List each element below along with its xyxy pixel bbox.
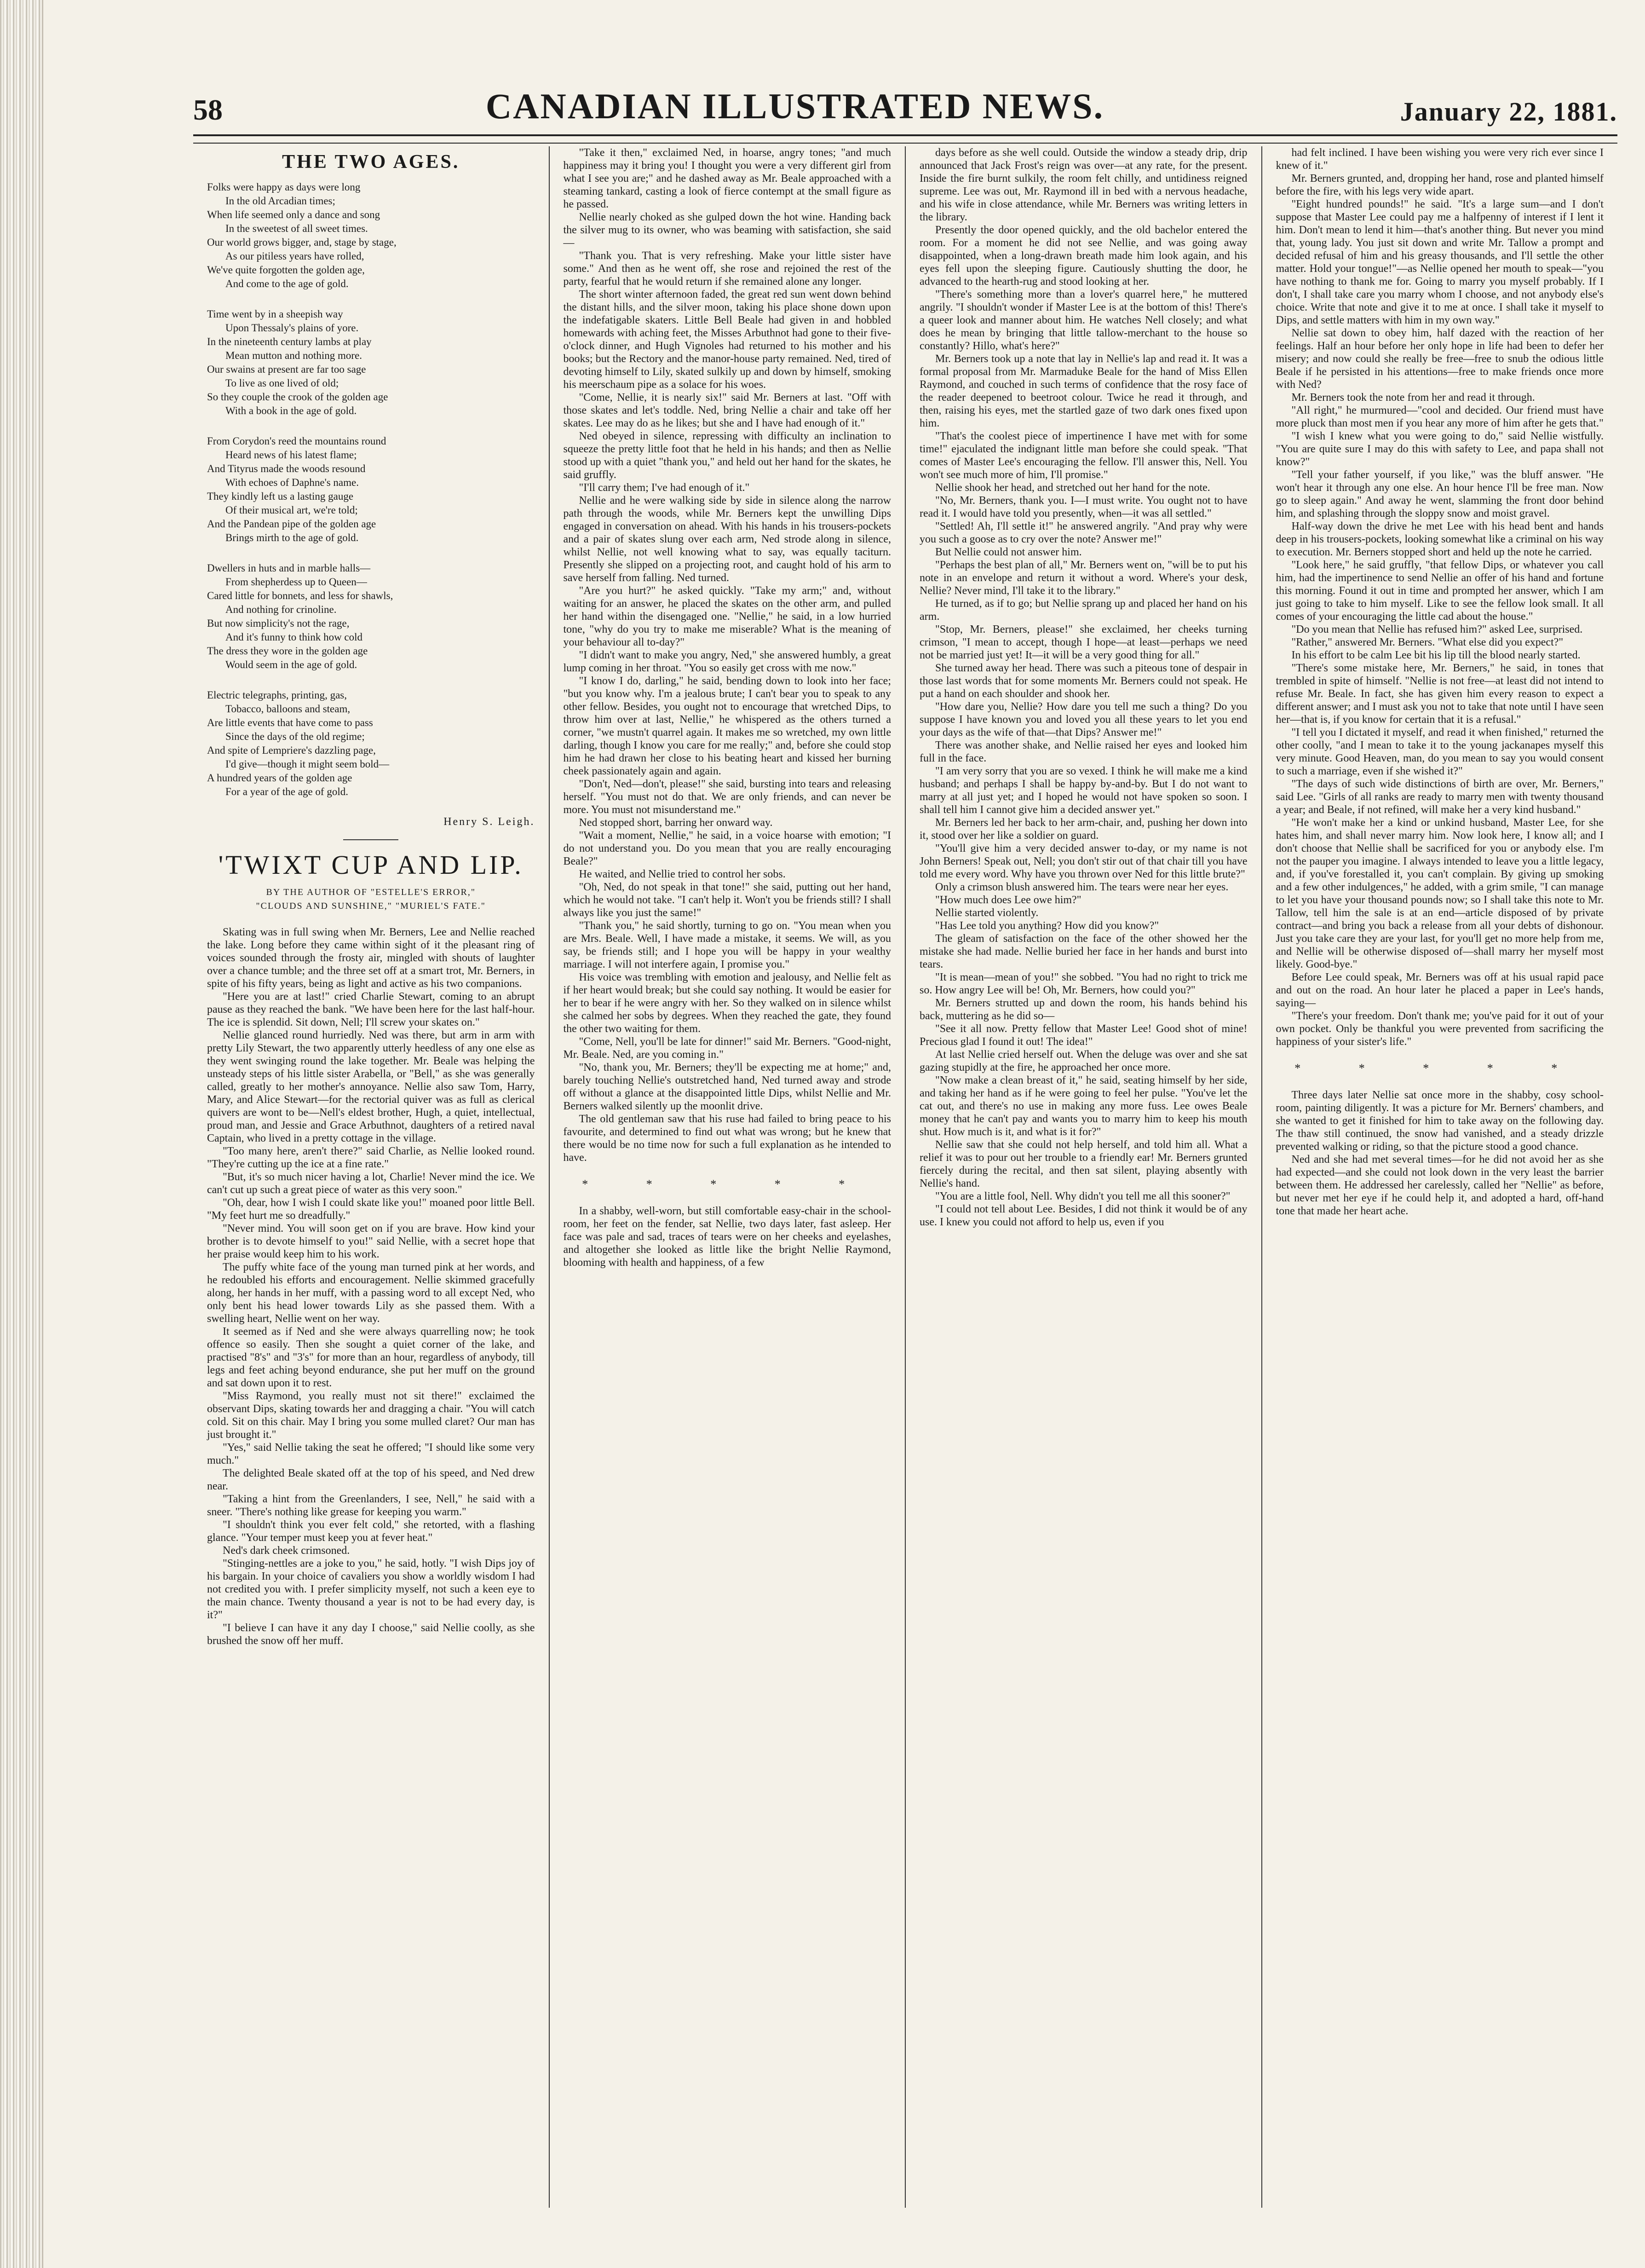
poem-stanza: [207, 307, 535, 418]
story-paragraph: "Are you hurt?" he asked quickly. "Take my arm;" and, without waiting for an answer, he placed the skates on the other arm, and pulled her hand within the disengaged one. "Nellie," he said, in a low hurried tone, "why do you try to make me miserable? What is the meaning of your behaviour all to-day?": [563, 585, 891, 648]
story-paragraph: At last Nellie cried herself out. When the deluge was over and she sat gazing stupidly at the fire, he approached her once more.: [920, 1049, 1248, 1073]
story-paragraph: "I tell you I dictated it myself, and read it when finished," returned the other coolly, "and I mean to take it to the young jackanapes myself this very minute. Good Heaven, man, do you mean to say you would consent to such a marriage, even if she wished it?": [1276, 727, 1604, 777]
poem-line: Time went by in a sheepish way: [207, 308, 343, 320]
story-paragraph: Mr. Berners led her back to her arm-chair, and, pushing her down into it, stood over her like a soldier on guard.: [920, 817, 1248, 842]
story-paragraph: His voice was trembling with emotion and jealousy, and Nellie felt as if her heart would break; but she could say nothing. It would be easier for her to bear if he were angry with her. So they walked on in silence whilst she calmed her sobs by degrees. When they reached the gate, they found the other two waiting for them.: [563, 971, 891, 1035]
poem-line: But now simplicity's not the rage,: [207, 617, 350, 629]
story-paragraph: "Come, Nellie, it is nearly six!" said Mr. Berners at last. "Off with those skates and let's toddle. Ned, bring Nellie a chair and take off her skates. Lee may do as he likes; but she and I have had enough of it.": [563, 392, 891, 429]
poem-line: From shepherdess up to Queen—: [225, 576, 367, 588]
story-paragraph: Mr. Berners grunted, and, dropping her hand, rose and planted himself before the fire, with his legs very wide apart.: [1276, 173, 1604, 197]
poem-line: As our pitiless years have rolled,: [225, 250, 364, 262]
column-fade: [550, 2171, 905, 2208]
story-paragraph: Half-way down the drive he met Lee with his head bent and hands deep in his trousers-pockets, looking somewhat like a criminal on his way to execution. Mr. Berners stopped short and held up the note he carried.: [1276, 520, 1604, 558]
poem-author: Henry S. Leigh.: [443, 816, 535, 828]
column-fade: [1262, 2171, 1618, 2208]
story-paragraph: In a shabby, well-worn, but still comfortable easy-chair in the school-room, her feet on the fender, sat Nellie, two days later, fast asleep. Her face was pale and sad, traces of tears were on her cheeks and eyelashes, and altogether she looked as little like the bright Nellie Raymond, blooming with health and happiness, of a few: [563, 1205, 891, 1269]
column-fade: [906, 2171, 1261, 2208]
story-paragraph: The puffy white face of the young man turned pink at her words, and he redoubled his efforts and encouragement. Nellie skimmed gracefully along, her hands in her muff, with a passing word to all except Ned, who only bent his head lower towards Lily as she passed them. With a swelling heart, Nellie went on her way.: [207, 1261, 535, 1325]
story-paragraph: In his effort to be calm Lee bit his lip till the blood nearly started.: [1291, 649, 1581, 661]
story-paragraph: "All right," he murmured—"cool and decided. Our friend must have more pluck than most men if you hear any more of him after he gets that.": [1276, 404, 1604, 429]
poem-line: And the Pandean pipe of the golden age: [207, 518, 376, 530]
column-1-text: [207, 926, 535, 1647]
poem-stanza: [207, 688, 535, 799]
poem-line: With echoes of Daphne's name.: [225, 477, 359, 488]
story-paragraph: "I am very sorry that you are so vexed. I think he will make me a kind husband; and perhaps I shall be happy by-and-by. But I do not want to marry at all just yet; and I hoped he would not have spoken so soon. I shall tell him I cannot give him a decided answer yet.": [920, 765, 1248, 816]
story-paragraph: He turned, as if to go; but Nellie sprang up and placed her hand on his arm.: [920, 598, 1248, 623]
column-4: [1261, 146, 1618, 2208]
story-paragraph: "How much does Lee owe him?": [935, 894, 1081, 906]
poem-line: And Tityrus made the woods resound: [207, 463, 366, 474]
poem-line: A hundred years of the golden age: [207, 772, 352, 784]
story-paragraph: "I didn't want to make you angry, Ned," she answered humbly, a great lump coming in her throat. "You so easily get cross with me now.": [563, 649, 891, 674]
story-paragraph: "See it all now. Pretty fellow that Master Lee! Good shot of mine! Precious glad I found it out! The idea!": [920, 1023, 1248, 1048]
byline-line: "CLOUDS AND SUNSHINE," "MURIEL'S FATE.": [256, 901, 486, 911]
story-paragraph: "That's the coolest piece of impertinence I have met with for some time!" ejaculated the indignant little man before she could speak. "That comes of Master Lee's encouraging the fellow. I'll answer this, Nell. You won't see much more of him, I'll promise.": [920, 430, 1248, 481]
story-paragraph: "But, it's so much nicer having a lot, Charlie! Never mind the ice. We can't cut up such a great piece of water as this very soon.": [207, 1171, 535, 1196]
story-paragraph: She turned away her head. There was such a piteous tone of despair in those last words that for some moments Mr. Berners could not speak. He put a hand on each shoulder and shook her.: [920, 662, 1248, 700]
story-paragraph: "You'll give him a very decided answer to-day, or my name is not John Berners! Speak out, Nell; you don't stir out of that chair till you have told me every word. Why have you thrown over Ned for this little brute?": [920, 843, 1248, 880]
poem-line: Would seem in the age of gold.: [225, 659, 357, 670]
poem-line: And come to the age of gold.: [225, 278, 349, 289]
column-fade: [193, 2171, 549, 2208]
story-paragraph: "Yes," said Nellie taking the seat he offered; "I should like some very much.": [207, 1442, 535, 1466]
story-paragraph: The gleam of satisfaction on the face of the other showed her the mistake she had made. Nellie buried her face in her hands and burst into tears.: [920, 933, 1248, 970]
story-paragraph: Ned and she had met several times—for he did not avoid her as she had expected—and she could not look down in the very least the barrier between them. He addressed her carelessly, called her "Nellie" as before, but never met her eye if he could help it, and adopted a hard, off-hand tone that made her heart ache.: [1276, 1154, 1604, 1217]
poem-stanza: [207, 180, 535, 291]
story-paragraph: He waited, and Nellie tried to control her sobs.: [579, 868, 786, 880]
poem-line: Since the days of the old regime;: [225, 731, 365, 742]
masthead-title: CANADIAN ILLUSTRATED NEWS.: [485, 86, 1104, 126]
story-paragraph: "You are a little fool, Nell. Why didn't you tell me all this sooner?": [935, 1190, 1231, 1202]
story-paragraph: But Nellie could not answer him.: [935, 546, 1082, 558]
story-paragraph: "Taking a hint from the Greenlanders, I see, Nell," he said with a sneer. "There's nothing like grease for keeping you warm.": [207, 1493, 535, 1518]
story-paragraph: "There's some mistake here, Mr. Berners," he said, in tones that trembled in spite of himself. "Nellie is not free—at least did not intend to refuse Mr. Beale. In fact, she has given him every reason to expect a different answer; and I must ask you not to take that note until I have seen her—that is, if you know for certain that it is a refusal.": [1276, 662, 1604, 726]
poem-line: In the nineteenth century lambs at play: [207, 336, 372, 347]
story-paragraph: The old gentleman saw that his ruse had failed to bring peace to his favourite, and determined to find out what was wrong; but he knew that there would be no time now for such a full explanation as he intended to have.: [563, 1113, 891, 1164]
story-paragraph: Presently the door opened quickly, and the old bachelor entered the room. For a moment he did not see Nellie, and was going away disappointed, when a long-drawn breath made him look again, and his eyes fell upon the sleeping figure. Cautiously shutting the door, he advanced to the hearth-rug and stood looking at her.: [920, 224, 1248, 288]
story-paragraph: The short winter afternoon faded, the great red sun went down behind the distant hills, and the silver moon, taking his place shone down upon the indefatigable skaters. Little Bell Beale had given in and hobbled homewards with aching feet, the Misses Arbuthnot had gone to their five-o'clock dinner, and Hugh Vignoles had returned to his mother and his books; but the Rectory and the manor-house party remained. Ned, tired of devoting himself to Lily, skated sulkily up and down by himself, smoking his meerschaum pipe as a solace for his woes.: [563, 289, 891, 391]
story-paragraph: "There's something more than a lover's quarrel here," he muttered angrily. "I shouldn't wonder if Master Lee is at the bottom of this! There's a queer look and manner about him. He watches Nell closely; and what does he mean by bringing that little tallow-merchant to the house so constantly? Hillo, what's here?": [920, 289, 1248, 352]
story-paragraph: "It is mean—mean of you!" she sobbed. "You had no right to trick me so. How angry Lee will be! Oh, Mr. Berners, how could you?": [920, 971, 1248, 996]
story-paragraph: "Thank you," he said shortly, turning to go on. "You mean when you are Mrs. Beale. Well, I have made a mistake, it seems. We will, as you say, be friends still; and I hope you will be happy in your wealthy marriage. I will not interfere again, I promise you.": [563, 920, 891, 970]
story-paragraph: "I know I do, darling," he said, bending down to look into her face; "but you know why. I'm a jealous brute; I can't bear you to speak to any other fellow. Besides, you ought not to encourage that wretched Dips, to throw him over at last, Nellie," he whispered as the others turned a corner, "we mustn't quarrel again. It makes me so wretched, my own little darling, though I know you care for me really;" and, before she could stop him he had drawn her close to his beating heart and kissed her burning cheek passionately again and again.: [563, 675, 891, 777]
story-paragraph: Nellie shook her head, and stretched out her hand for the note.: [935, 482, 1210, 494]
page-binding-edge: [0, 0, 43, 2268]
column-4-text: [1276, 146, 1604, 1218]
column-1: [193, 146, 549, 2208]
story-paragraph: had felt inclined. I have been wishing you were very rich ever since I knew of it.": [1276, 147, 1604, 172]
poem-line: For a year of the age of gold.: [225, 786, 348, 797]
story-paragraph: "I could not tell about Lee. Besides, I did not think it would be of any use. I knew you could not afford to help us, even if you: [920, 1203, 1248, 1228]
poem-line: Electric telegraphs, printing, gas,: [207, 689, 347, 701]
story-paragraph: The delighted Beale skated off at the top of his speed, and Ned drew near.: [207, 1467, 535, 1492]
poem-line: Our world grows bigger, and, stage by stage,: [207, 237, 397, 248]
poem-line: When life seemed only a dance and song: [207, 209, 380, 220]
story-paragraph: "No, thank you, Mr. Berners; they'll be expecting me at home;" and, barely touching Nellie's outstretched hand, Ned turned away and strode off without a glance at the disappointed little Dips, whilst Nellie and Mr. Berners walked silently up the moonlit drive.: [563, 1062, 891, 1112]
poem-line: In the sweetest of all sweet times.: [225, 223, 368, 234]
story-paragraph: Only a crimson blush answered him. The tears were near her eyes.: [935, 881, 1229, 893]
story-paragraph: There was another shake, and Nellie raised her eyes and looked him full in the face.: [920, 739, 1248, 764]
story-paragraph: Before Lee could speak, Mr. Berners was off at his usual rapid pace and out on the road. An hour later he placed a paper in Lee's hands, saying—: [1276, 971, 1604, 1009]
story-paragraph: "Do you mean that Nellie has refused him?" asked Lee, surprised.: [1291, 623, 1583, 635]
story-paragraph: Nellie started violently.: [935, 907, 1039, 919]
poem-line: Cared little for bonnets, and less for shawls,: [207, 590, 393, 601]
story-paragraph: Nellie glanced round hurriedly. Ned was there, but arm in arm with pretty Lily Stewart, the two apparently utterly heedless of any one else as they went swinging round the lake together. Mr. Beale was helping the unsteady steps of his little sister Arabella, or "Bell," as she was generally called, greatly to her mother's annoyance. Nellie also saw Tom, Harry, Mary, and Alice Stewart—for the rectorial quiver was as full as clerical quivers are wont to be—Nell's eldest brother, Hugh, a quiet, intellectual, proud man, and Jessie and Grace Arbuthnot, daughters of a retired naval Captain, who lived in a pretty cottage in the village.: [207, 1029, 535, 1144]
story-paragraph: "How dare you, Nellie? How dare you tell me such a thing? Do you suppose I have known you and loved you all these years to let you end your days as the wife of that—that Dips? Answer me!": [920, 701, 1248, 739]
poem-line: Are little events that have come to pass: [207, 717, 373, 728]
poem-line: Tobacco, balloons and steam,: [225, 703, 351, 715]
column-2-text: [564, 146, 892, 1269]
poem-line: I'd give—though it might seem bold—: [225, 758, 390, 770]
poem-line: Mean mutton and nothing more.: [225, 350, 362, 361]
story-byline: [207, 885, 535, 913]
story-paragraph: "Has Lee told you anything? How did you know?": [935, 920, 1159, 932]
article-columns: [193, 146, 1617, 2208]
story-paragraph: "Oh, dear, how I wish I could skate like you!" moaned poor little Bell. "My feet hurt me so dreadfully.": [207, 1197, 535, 1222]
poem-stanza: [207, 561, 535, 672]
story-paragraph: "Take it then," exclaimed Ned, in hoarse, angry tones; "and much happiness may it bring you! I thought you were a very different girl from what I see you are;" and he dashed away as Mr. Beale approached with a steaming tankard, casting a look of fierce contempt at the small figure as he passed.: [563, 147, 891, 210]
story-paragraph: Skating was in full swing when Mr. Berners, Lee and Nellie reached the lake. Long before they came within sight of it the pleasant ring of voices sounded through the frosty air, mingled with shouts of laughter over a chance tumble; and the three set off at a smart trot, Mr. Berners, in spite of his fifty years, being as light and active as his two companions.: [207, 926, 535, 990]
story-paragraph: "Thank you. That is very refreshing. Make your little sister have some." And then as he went off, she rose and rejoined the rest of the party, fearful that he would return if she remained alone any longer.: [563, 250, 891, 288]
column-2: [549, 146, 905, 2208]
story-paragraph: Mr. Berners took up a note that lay in Nellie's lap and read it. It was a formal proposal from Mr. Marmaduke Beale for the hand of Miss Ellen Raymond, and couched in such terms of confidence that the rosy face of the reader deepened to beetroot colour. Twice he read it through, and then, raising his eyes, met the startled gaze of two dark ones fixed upon him.: [920, 353, 1248, 429]
story-paragraph: "Too many here, aren't there?" said Charlie, as Nellie looked round. "They're cutting up the ice at a fine rate.": [207, 1145, 535, 1170]
story-paragraph: Nellie sat down to obey him, half dazed with the reaction of her feelings. Half an hour before her only hope in life had been to defer her misery; and now could she really be free—free to snub the odious little Beale if he persisted in his attentions—free to make friends once more with Ned?: [1276, 327, 1604, 391]
story-paragraph: "No, Mr. Berners, thank you. I—I must write. You ought not to have read it. I would have told you presently, when—it was all settled.": [920, 495, 1248, 519]
poem-line: With a book in the age of gold.: [225, 405, 357, 416]
story-paragraph: "I shouldn't think you ever felt cold," she retorted, with a flashing glance. "Your temper must keep you at fever heat.": [207, 1519, 535, 1544]
column-3-text: [920, 146, 1248, 1229]
section-break-asterisks: * * * * *: [1294, 1062, 1585, 1075]
byline-line: BY THE AUTHOR OF "ESTELLE'S ERROR,": [266, 887, 476, 897]
story-paragraph: "Don't, Ned—don't, please!" she said, bursting into tears and releasing herself. "You must not do that. We are only friends, and can never be more. You must not misunderstand me.": [563, 778, 891, 816]
page-number: 58: [193, 93, 223, 126]
poem-line: And nothing for crinoline.: [225, 604, 337, 615]
poem-stanza: [207, 434, 535, 545]
poem-line: Folks were happy as days were long: [207, 181, 361, 193]
poem-line: Heard news of his latest flame;: [225, 449, 357, 461]
poem-line: Dwellers in huts and in marble halls—: [207, 562, 371, 574]
story-paragraph: Three days later Nellie sat once more in the shabby, cosy school-room, painting diligently. It was a picture for Mr. Berners' chambers, and she wanted to get it finished for him to take away on the following day. The thaw still continued, the snow had vanished, and a steady drizzle prevented walking or riding, so that the picture stood a good chance.: [1276, 1089, 1604, 1153]
poem-line: So they couple the crook of the golden age: [207, 391, 388, 403]
poem-line: To live as one lived of old;: [225, 377, 339, 389]
story-paragraph: Mr. Berners strutted up and down the room, his hands behind his back, muttering as he did so—: [920, 997, 1248, 1022]
story-paragraph: "Look here," he said gruffly, "that fellow Dips, or whatever you call him, had the impertinence to send Nellie an offer of his hand and fortune this morning. Found it out in time and prompted her answer, which I am just going to take to him myself. Like to see the fellow look small. It all comes of your encouraging the little cad about the house.": [1276, 559, 1604, 623]
story-paragraph: "He won't make her a kind or unkind husband, Master Lee, for she hates him, and shall never marry him. Now look here, I know all; and I don't choose that Nellie shall be sacrificed for you or anybody else. I'm not the pauper you imagine. I always intended to leave you a little legacy, and, if you've forestalled it, you can't complain. By giving up smoking and a few other indulgences," he added, with a grim smile, "I can manage to let you have your thousand pounds now; so I shall take this note to Mr. Tallow, tell him the sale is at an end—article disposed of by private contract—and bring you back a release from all your debts of dishonour. Just you take care they are your last, for you'll get no more help from me, and Nellie will be otherwise disposed of—shall marry her myself most likely. Good-bye.": [1276, 817, 1604, 970]
story-paragraph: Nellie and he were walking side by side in silence along the narrow path through the woods, while Mr. Berners kept the unwilling Dips engaged in conversation on ahead. With his hands in his trousers-pockets and a pair of skates slung over each arm, Ned strode along in silence, whilst Nellie, not well knowing what to say, was equally taciturn. Presently she slipped on a projecting root, and caught hold of his arm to save herself from falling. Ned turned.: [563, 495, 891, 584]
story-paragraph: "I believe I can have it any day I choose," said Nellie coolly, as she brushed the snow off her muff.: [207, 1622, 535, 1647]
story-paragraph: "Eight hundred pounds!" he said. "It's a large sum—and I don't suppose that Master Lee could pay me a halfpenny of interest if I lent it him. Don't mean to lend it him—that's another thing. But never you mind that, young lady. You just sit down and write Mr. Tallow a prompt and decided refusal of him and his greasy thousands, and I'll settle the other matter. Hold your tongue!"—as Nellie opened her mouth to speak—"you have nothing to thank me for. Going to marry you myself probably. If I don't, I shall take care you marry whom I choose, and not anybody else's choice. Write that note and give it to me at once. I shall take it myself to Dips, and settle matters with him in my own way.": [1276, 198, 1604, 326]
poem-line: Upon Thessaly's plains of yore.: [225, 322, 359, 334]
story-paragraph: "Now make a clean breast of it," he said, seating himself by her side, and taking her hand as if he were going to feel her pulse. "You've let the cat out, and there's no use in making any more fuss. Lee owes Beale money that he can't pay and wants you to marry him to keep his mouth shut. How much is it, and what is it for?": [920, 1074, 1248, 1138]
page-header: [193, 81, 1617, 127]
story-paragraph: "The days of such wide distinctions of birth are over, Mr. Berners," said Lee. "Girls of all ranks are ready to marry men with twenty thousand a year; and Beale, if not refined, will make her a very kind husband.": [1276, 778, 1604, 816]
poem-line: The dress they wore in the golden age: [207, 645, 368, 657]
story-paragraph: Mr. Berners took the note from her and read it through.: [1291, 392, 1535, 404]
story-paragraph: days before as she well could. Outside the window a steady drip, drip announced that Jack Frost's reign was over—at any rate, for the present. Inside the fire burnt sulkily, the room felt chilly, and untidiness reigned supreme. Lee was out, Mr. Raymond ill in bed with a nervous headache, and his wife in close attendance, while Mr. Berners was writing letters in the library.: [920, 147, 1248, 223]
story-paragraph: "Oh, Ned, do not speak in that tone!" she said, putting out her hand, which he would not take. "I can't help it. Won't you be friends still? I shall always like you just the same!": [563, 881, 891, 919]
poem-title: THE TWO AGES.: [282, 151, 460, 173]
story-paragraph: "Here you are at last!" cried Charlie Stewart, coming to an abrupt pause as they reached the bank. "We have been here for the last half-hour. The ice is splendid. Sit down, Nell; I'll screw your skates on.": [207, 991, 535, 1028]
story-paragraph: It seemed as if Ned and she were always quarrelling now; he took offence so easily. Then she sought a quiet corner of the lake, and practised "8's" and "3's" for more than an hour, regardless of anybody, till legs and feet aching beyond endurance, she put her muff on the ground and sat down upon it to rest.: [207, 1326, 535, 1389]
poem-line: From Corydon's reed the mountains round: [207, 435, 386, 447]
story-paragraph: "Never mind. You will soon get on if you are brave. How kind your brother is to devote himself to you!" said Nellie, with a secret hope that her praise would keep him to his work.: [207, 1223, 535, 1260]
story-paragraph: "Come, Nell, you'll be late for dinner!" said Mr. Berners. "Good-night, Mr. Beale. Ned, are you coming in.": [563, 1036, 891, 1061]
poem-line: In the old Arcadian times;: [225, 195, 335, 207]
poem-line: And it's funny to think how cold: [225, 631, 363, 643]
story-paragraph: "Miss Raymond, you really must not sit there!" exclaimed the observant Dips, skating towards her and dragging a chair. "You will catch cold. Sit on this chair. May I bring you some mulled claret? Our man has just brought it.": [207, 1390, 535, 1441]
section-break-asterisks: * * * * *: [582, 1177, 873, 1191]
story-title: 'TWIXT CUP AND LIP.: [218, 850, 523, 880]
poem-line: Our swains at present are far too sage: [207, 364, 366, 375]
story-paragraph: "Stop, Mr. Berners, please!" she exclaimed, her cheeks turning crimson, "I mean to accept, though I hope—at least—perhaps we need not be married just yet! It—it will be a very good thing for all.": [920, 623, 1248, 661]
story-paragraph: "Perhaps the best plan of all," Mr. Berners went on, "will be to put his note in an envelope and return it without a word. Where's your desk, Nellie? Never mind, I'll take it to the library.": [920, 559, 1248, 597]
header-rule: [193, 134, 1617, 144]
story-paragraph: Nellie nearly choked as she gulped down the hot wine. Handing back the silver mug to its owner, who was beaming with satisfaction, she said—: [563, 211, 891, 249]
story-paragraph: "There's your freedom. Don't thank me; you've paid for it out of your own pocket. Only be thankful you were prevented from sacrificing the happiness of your sister's life.": [1276, 1010, 1604, 1048]
story-paragraph: Ned stopped short, barring her onward way.: [579, 817, 773, 829]
section-divider: [343, 839, 398, 840]
poem-body: [207, 180, 535, 799]
story-paragraph: "I'll carry them; I've had enough of it.": [579, 482, 750, 494]
poem-line: Brings mirth to the age of gold.: [225, 532, 359, 543]
story-paragraph: "Rather," answered Mr. Berners. "What else did you expect?": [1291, 636, 1564, 648]
story-paragraph: "Settled! Ah, I'll settle it!" he answered angrily. "And pray why were you such a goose as to cry over the note? Answer me!": [920, 520, 1248, 545]
story-paragraph: "Stinging-nettles are a joke to you," he said, hotly. "I wish Dips joy of his bargain. In your choice of cavaliers you show a worldly wisdom I had not credited you with. I prefer simplicity myself, not such a keen eye to the main chance. Twenty thousand a year is not to be had every day, is it?": [207, 1558, 535, 1621]
story-paragraph: Ned's dark cheek crimsoned.: [223, 1545, 350, 1557]
poem-line: They kindly left us a lasting gauge: [207, 491, 354, 502]
poem-line: Of their musical art, we're told;: [225, 504, 358, 516]
poem-line: We've quite forgotten the golden age,: [207, 264, 365, 276]
column-3: [905, 146, 1261, 2208]
poem-line: And spite of Lempriere's dazzling page,: [207, 744, 376, 756]
issue-date: January 22, 1881.: [1400, 97, 1617, 127]
story-paragraph: "Wait a moment, Nellie," he said, in a voice hoarse with emotion; "I do not understand you. Do you mean that you are really encouraging Beale?": [563, 830, 891, 867]
story-paragraph: Ned obeyed in silence, repressing with difficulty an inclination to squeeze the pretty little foot that he held in his hands; and then as Nellie stood up with a quiet "thank you," and held out her hand for the skates, he said gruffly.: [563, 430, 891, 481]
story-paragraph: Nellie saw that she could not help herself, and told him all. What a relief it was to pour out her trouble to a friendly ear! Mr. Berners grunted fiercely during the recital, and then sat silent, playing absently with Nellie's hand.: [920, 1139, 1248, 1189]
story-paragraph: "Tell your father yourself, if you like," was the bluff answer. "He won't hear it through any one else. An hour hence I'll be free man. Now go to sleep again." And away he went, slamming the front door behind him, and splashing through the sloppy snow and moist gravel.: [1276, 469, 1604, 519]
story-paragraph: "I wish I knew what you were going to do," said Nellie wistfully. "You are quite sure I may do this with safety to Lee, and papa shall not know?": [1276, 430, 1604, 468]
